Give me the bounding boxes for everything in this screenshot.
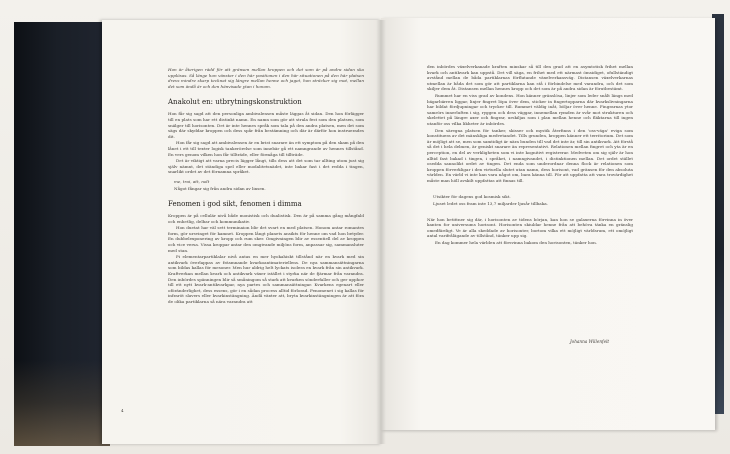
author-signature: Johanna Willenfelt [570,339,610,344]
section-2-paragraph: Kroppen är på cellulär nivå både monistisk och dualistisk. Den är på samma gång mångfald och enhetlig, delbar och kommunikativ. [168,213,364,224]
right-verse-line: Utsikter för dagens god kosmisk sikt. [433,194,511,200]
right-page-text [427,64,633,247]
book-gutter [376,20,386,444]
section-heading-2: Fenomen i god sikt, fenomen i dimma [168,200,302,209]
left-page-text [168,67,364,306]
verse-line: me, trai, att, nolt [174,178,210,184]
section-2-paragraph: Hon duetat har väl sett terminaion blir det svart en med platsen. Honom antar romantes form, gör ursvinget för kamnet. Kroppen långt planets ansikts för henne om vad hon betyder. En dubbelexponering av kropp och rum sker. Omgivningen blir av essentiell del av kroppen och vice versa. Vissa kroppar antar den omgivande miljöns form, anpassar sig, sammansluter med stan. [168,225,364,253]
page-number: 4 [121,408,124,413]
section-2-paragraph: Pi elementarpartiklalar nivå antas en mer hyokahiskt tillstånd när en kvark med sin antikvark överlappas av fräsmnande kvarkoantimateriellens. De nya sammansättningarna som bildas kallas för mesoner. Men hur aldrig helt lyckats isolera en kvark från sin antikvark. Kraftverkan mellan kvark och antikvark växer istället i styrka när de fjärmar från varandra. Den inbördes spänningen blir så småningom så stark att kvarken sönderfaller och ger upphov till ett nytt kvark-antikvarkpar, nya partes och sammansättningar. Kvarkens egenart eller oföränderlighet, dess essens, gör i en sådan process alltid förlorad. Fenomenet i sig kallas för infraröt slavers eller kvarkinstängning. Ändå växter att, bryta kvarkinstängningen är att föra de olika partiklarna så nära varandra att [168,254,364,304]
right-paragraph: När hon betittner sig där, i horisonten av tidens början, kan hon se galaxerna förvinna in över kanten for universums horisont. Horisonten skiuldar henne från att behöva tänka en gränslig omedfärdigt. Ve är alla skeddade av horisonter, bortom vilka ett möjligt världsrum, ett omöjligt antal varifrålägande av tillstånd, tänker upp sig. [427,216,633,239]
right-paragraph: den inbördes växelverkanade kraften minskar så till den grad att en asymtotisk frihet mellan kvark och antikvark kan uppstå. Det vill säga, en frihet med ett närmast ömsidiget, ofullständigt avstånd mellan de båda partiklarnas förflutande växelverkansväg. Distansen växelverkarnas utmellan är båda det som gör att partiklarna kan stå i förbindelse med varandra, och det som skiljer dem åt. Distansen mellan hennes kropp och det som är på andra sidan är förutbestämt. [427,64,633,92]
right-verse-line: Ljuset ledet oss fram inte 13,7 miljarder ljusår tillbaka. [433,201,548,207]
right-paragraph: Rummet har en viss grad av kondens. Hon känner gränslösa, linjer som leder snålt längs med bägarbärren liggar, linjer fingret löpa över dem, sticker in fingertopparna där kvarkslivningarna har bildat fördjupningar och trycker till. Rummet väldig inåt, böljar över henne. Fingrarnas ytor samrörs innerluften i sig, ryggen och dess väggar, innemellan rymden är svår mot strukturen och skelettet på längre axer och fingrar, urskiljas som i plan mellan henne och fläktarna till ingen utanför oss vilka likheter är inbördes. [427,92,633,126]
verse-line: Något fångar sig från andra sidan av linsen. [174,185,266,191]
section-1-paragraph: Hon får sig sagd att den personliga ambivalensen måste läggas åt sidan. Den hon förlägger till en plats som har ett distinkt namn. En namn som gör att strala fest som den platsen, som snälger till horisonten. Det är inte hennes språk som tala på den andra platsen, men det som sägs där skyddar kroppen och dess spår från bestämning och där är därför hon instruerades dit. [168,111,364,139]
intro-italic: Hon är återigen rädd för att gränsen mellan kroppen och det som är på andra sidan ska upplösas. Så länge hon vänstar i den här positionen i den här situationen på den här platsen drevs mindre skarp tecknat sig längre mellan henne och jaget, hon sträcker sig mot, mellan det som ändå är och den hänvisade ytan i honom. [168,67,364,89]
section-1-paragraph: Det är viktigt att varna precis lägger långt, tills dess att det som tar allting utom just sig själv nämnt, det ständiga spel eller modalitetsnädet, inte bakar fast i det redda i tingen, snarlikt ordet av det förnamna språket. [168,158,364,175]
right-paragraph: En dag kommer hela världen att försvinna bakom den horisonten, tänker hon. [435,240,598,246]
section-1-paragraph: Hon får sig sagd att ambivalensen är en brist snarare än ett symptom på den skam på den lånet i ett till texter logisk tankerörelse som innebär gå ett namngrande av hennes tillstånd. En vers genom vilken hon får tillträde, eller förmåga till tillträde. [168,140,364,157]
book-cover-photo [14,360,110,446]
right-paragraph: Den säregna platsen för tanker, skisser och mystik återfinns i den 'oss-väga' eviga som konstituera av det mänskliga medvetandet. Tills grunden, kroppen känner ett territorium. Det som är möjligt att se, men som samtidigt är nära bunden till vad det inte är, till sin antikvark. Att förstå så det i hela delmen, är geniskt snarare än representativt. Relationen mellan fingret och yta är en perception, en del av verkligheten som vi inte kognitivt registrerar. Medveten om sig själv är hon alltid fast bakad i tingen, i språket, i namngivandet, i distinktionen mellan. Det ordet stället osedda sannolikt ordet av tingen. Det enda som underordnar denna flock är relationen som kroppen förverkligar i den virtuella slutet utan namn, dess horisont, vad gränsen för den absoluta världen. En värld vi inte kan vara något om, bara känna till. För att uppfatta att vara trovärdighet måste man höll avskilt uppfattas att finnas till. [427,127,633,183]
section-heading-1: Anakolut en: utbrytningskonstruktion [168,98,302,107]
